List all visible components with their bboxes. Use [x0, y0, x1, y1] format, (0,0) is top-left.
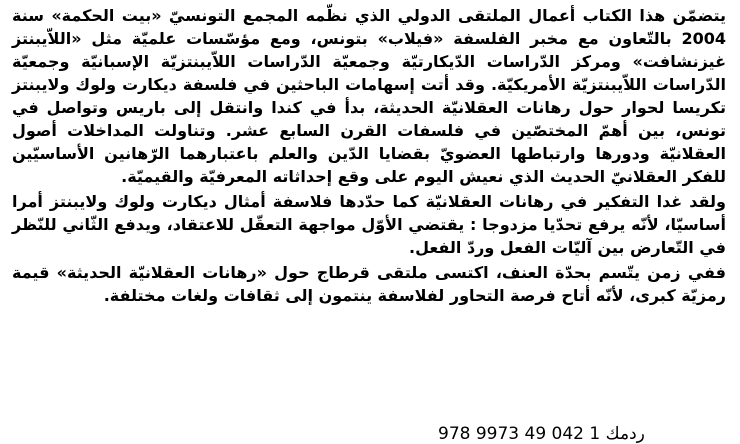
- isbn-line: 978 9973 49 042 1 ردمك: [438, 424, 645, 444]
- paragraph-intro: يتضمّن هذا الكتاب أعمال الملتقى الدولي الذي نظّمه المجمع التونسيّ «بيت الحكمة» سنة 2004 بالتّعاون مع مخبر الفلسفة «فيلاب» بتونس، ومع مؤسّسات علميّة مثل «اللاّيبنتز غيزنشافت» ومركز الدّراسات الدّيكارتيّة وجمعيّة الدّراسات اللاّيبنتزيّة الإسبانيّة وجمعيّة الدّراسات اللاّيبنتزيّة الأمريكيّة. وقد أتت إسهامات الباحثين في فلسفة ديكارت ولوك ولايبنتز تكريسا لحوار حول رهانات العقلانيّة الحديثة، بدأ في كندا وانتقل إلى باريس وتواصل في تونس، بين أهمّ المختصّين في فلسفات القرن السابع عشر. وتناولت المداخلات أصول العقلانيّة ودورها وارتباطها العضويّ بقضايا الدّين والعلم باعتبارهما الرّهانين الأساسيّين للفكر العقلانيّ الحديث الذي نعيش اليوم على وقع إحداثاته المعرفيّة والقيميّة.: [12, 6, 726, 186]
- paragraph-carthage: ففي زمن يتّسم بحدّة العنف، اكتسى ملتقى قرطاج حول «رهانات العقلانيّة الحديثة» قيمة رمزيّة كبرى، لأنّه أتاح فرصة التحاور لفلاسفة ينتمون إلى ثقافات ولغات مختلفة.: [12, 263, 726, 305]
- paragraph-challenges: ولقد غدا التفكير في رهانات العقلانيّة كما حدّدها فلاسفة أمثال ديكارت ولوك ولايبنتز أمرا أساسيّا، لأنّه يرفع تحدّيا مزدوجا : يقتضي الأوّل مواجهة التعقّل للاعتقاد، ويدفع الثّاني للنّظر في التّعارض بين آليّات الفعل وردّ الفعل.: [12, 192, 726, 257]
